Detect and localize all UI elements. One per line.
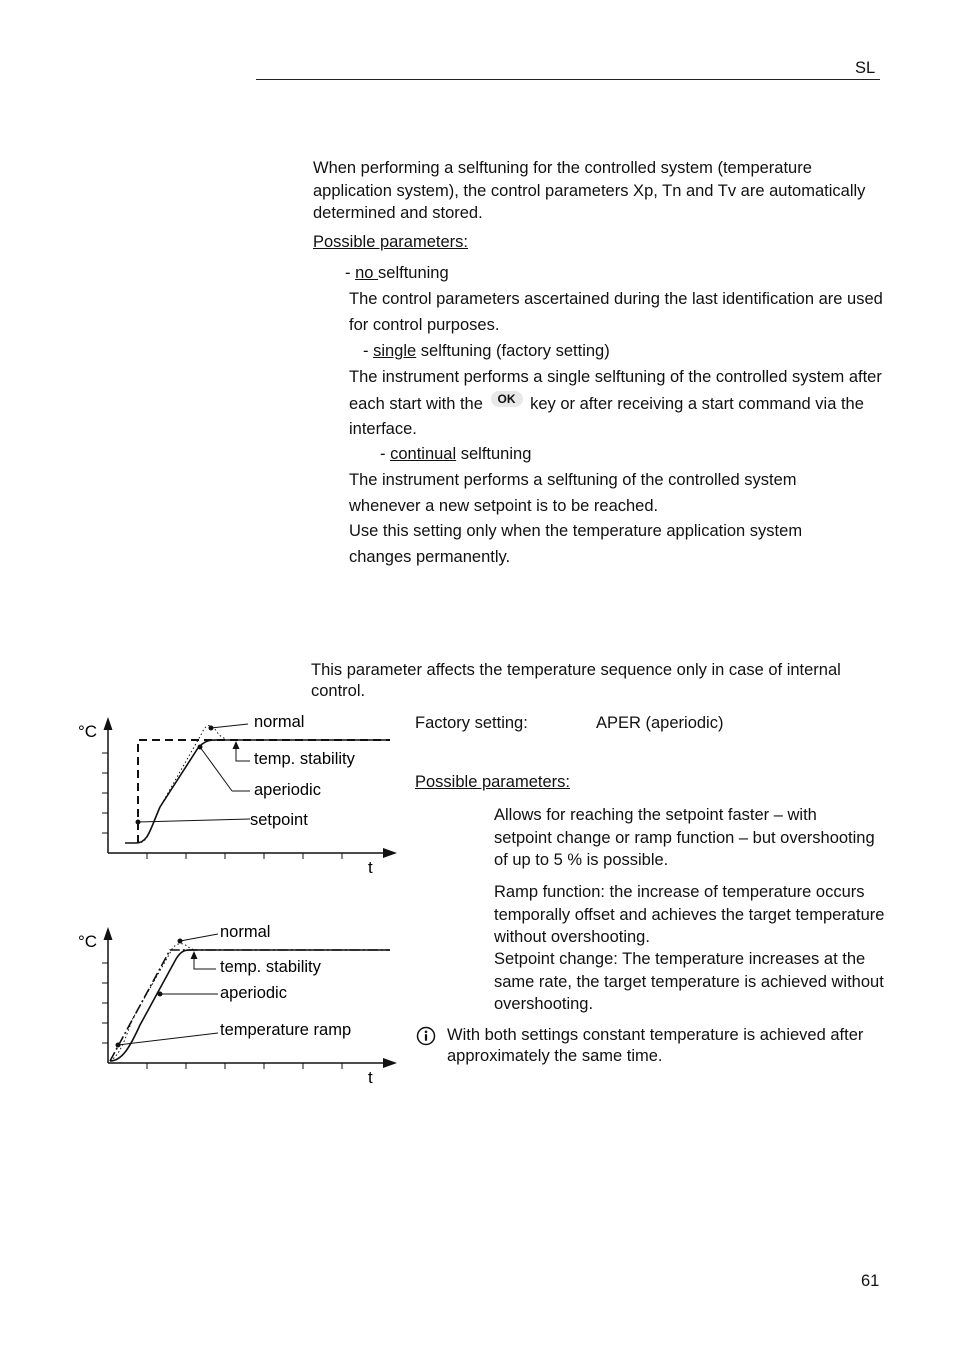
x-axis-arrow [383, 848, 397, 858]
d1-label-normal: normal [254, 713, 305, 731]
d2-x-unit: t [368, 1068, 373, 1087]
aperiodic-desc-setpoint: Setpoint change: The temperature increases at the same rate, the target temperature is achieved without overshooting. [494, 950, 884, 1013]
d2-label-ramp: temperature ramp [220, 1021, 352, 1039]
factory-setting-label: Factory setting: [415, 714, 528, 732]
aperiodic-desc-ramp: Ramp function: the increase of temperature occurs temporally offset and achieves the target temperature without overshooting. [494, 883, 885, 946]
stability-possible-title: Possible parameters: [415, 773, 570, 791]
d2-label-aperiodic: aperiodic [220, 984, 287, 1002]
y-axis-arrow [104, 717, 113, 730]
option-continual: - continual selftuning [380, 445, 532, 463]
normal-desc: Allows for reaching the setpoint faster – with setpoint change or ramp function – but overshooting of up to 5 % is possible. [494, 806, 875, 869]
y-ticks [102, 963, 108, 1043]
y-ticks [102, 753, 108, 833]
d1-label-stability: temp. stability [254, 750, 355, 768]
d1-x-unit: t [368, 858, 373, 877]
selftuning-intro: When performing a selftuning for the controlled system (temperature application system), the control parameters Xp, Tn and Tv are automatically determined and stored. [313, 159, 866, 222]
option-no-key: no [355, 264, 379, 282]
x-ticks [147, 853, 342, 859]
factory-setting-value: APER (aperiodic) [596, 714, 724, 732]
d2-y-unit: °C [78, 932, 98, 951]
d1-label-aperiodic: aperiodic [254, 781, 321, 799]
diagram-setpoint-change [70, 705, 400, 880]
header-rule [256, 79, 880, 80]
stability-intro: This parameter affects the temperature sequence only in case of internal control. [311, 661, 841, 700]
option-continual-desc1: The instrument performs a selftuning of the controlled system whenever a new setpoint is to be reached. [349, 471, 797, 515]
x-ticks [147, 1063, 342, 1069]
info-icon [415, 1025, 437, 1047]
header-label: SL [855, 59, 876, 77]
option-single-desc: The instrument performs a single selftuning of the controlled system after each start with the OK key or after receiving a start command via the interface. [349, 368, 882, 438]
d1-label-setpoint: setpoint [250, 811, 308, 829]
selftuning-possible-title: Possible parameters: [313, 233, 468, 251]
option-no-desc: The control parameters ascertained during the last identification are used for control purposes. [349, 290, 883, 334]
option-single: - single selftuning (factory setting) [363, 342, 610, 360]
d2-label-stability: temp. stability [220, 958, 321, 976]
option-continual-desc2: Use this setting only when the temperature application system changes permanently. [349, 522, 803, 566]
option-single-key: single [373, 342, 417, 360]
ok-key-icon: OK [491, 391, 523, 407]
option-continual-key: continual [390, 445, 457, 463]
normal-curve [125, 726, 270, 843]
y-axis-arrow [104, 927, 113, 940]
x-axis-arrow [383, 1058, 397, 1068]
d2-label-normal: normal [220, 923, 271, 941]
note-text: With both settings constant temperature is achieved after approximately the same time. [447, 1026, 864, 1065]
d1-y-unit: °C [78, 722, 98, 741]
option-no: - no selftuning [345, 264, 449, 282]
diagram-temperature-ramp [70, 915, 400, 1090]
page-number: 61 [861, 1272, 880, 1290]
